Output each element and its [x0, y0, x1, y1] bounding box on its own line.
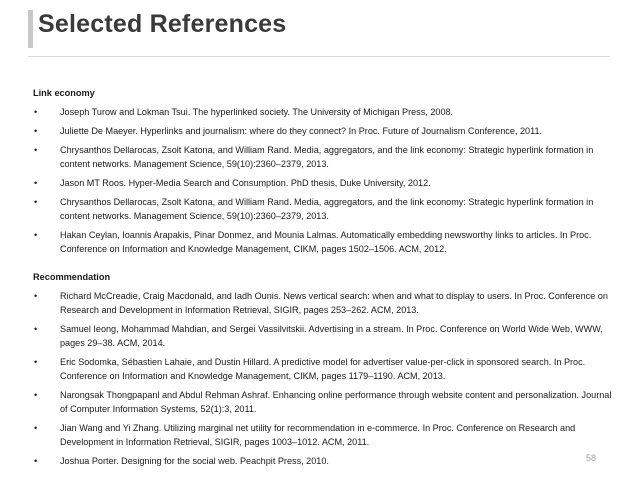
reference-list-recommendation: [33, 289, 613, 468]
reference-text: Chrysanthos Dellarocas, Zsolt Katona, and William Rand. Media, aggregators, and the link economy: Strategic hyperlink formation in content networks. Management Science, 59(10):2360–2379, 2013.: [60, 145, 594, 169]
bullet-icon: •: [34, 324, 38, 334]
reference-item: [33, 143, 613, 171]
reference-item: [33, 421, 613, 449]
reference-item: [33, 454, 613, 468]
reference-text: Jason MT Roos. Hyper-Media Search and Consumption. PhD thesis, Duke University, 2012.: [60, 178, 431, 188]
reference-item: [33, 322, 613, 350]
bullet-icon: •: [34, 456, 38, 466]
section-heading-recommendation: Recommendation: [33, 272, 111, 282]
reference-item: [33, 195, 613, 223]
reference-text: Joshua Porter. Designing for the social web. Peachpit Press, 2010.: [60, 456, 329, 466]
reference-text: Hakan Ceylan, Ioannis Arapakis, Pinar Donmez, and Mounia Lalmas. Automatically embedding newsworthy links to articles. In Proc. Conference on Information and Knowledge Management, CIKM, pages 1502–1506. ACM, 2012.: [60, 230, 592, 254]
bullet-icon: •: [34, 178, 38, 188]
references-content: [33, 86, 613, 468]
page-title: Selected References: [38, 10, 287, 38]
reference-text: Eric Sodomka, Sébastien Lahaie, and Dustin Hillard. A predictive model for advertiser value-per-click in sponsored search. In Proc. Conference on Information and Knowledge Management, CIKM, pages 1179–1190. ACM, 2013.: [60, 357, 586, 381]
reference-text: Narongsak Thongpapanl and Abdul Rehman Ashraf. Enhancing online performance through website content and personalization. Journal of Computer Information Systems, 52(1):3, 2011.: [60, 390, 612, 414]
reference-text: Juliette De Maeyer. Hyperlinks and journalism: where do they connect? In Proc. Future of Journalism Conference, 2011.: [60, 126, 543, 136]
reference-list-link-economy: [33, 105, 613, 256]
bullet-icon: •: [34, 197, 38, 207]
reference-text: Richard McCreadie, Craig Macdonald, and Iadh Ounis. News vertical search: when and what to display to users. In Proc. Conference on Research and Development in Information Retrieval, SIGIR, pages 253–262. ACM, 2013.: [60, 291, 608, 315]
reference-text: Jian Wang and Yi Zhang. Utilizing marginal net utility for recommendation in e-commerce. In Proc. Conference on Research and Development in Information Retrieval, SIGIR, pages 1003–1012. ACM, 2011.: [60, 423, 576, 447]
reference-item: [33, 124, 613, 138]
reference-item: [33, 388, 613, 416]
bullet-icon: •: [34, 357, 38, 367]
reference-item: [33, 355, 613, 383]
page-number: 58: [586, 453, 597, 463]
bullet-icon: •: [34, 230, 38, 240]
bullet-icon: •: [34, 126, 38, 136]
bullet-icon: •: [34, 107, 38, 117]
section-heading-link-economy: Link economy: [33, 88, 95, 98]
reference-text: Chrysanthos Dellarocas, Zsolt Katona, and William Rand. Media, aggregators, and the link economy: Strategic hyperlink formation in content networks. Management Science, 59(10):2360–2379, 2013.: [60, 197, 594, 221]
bullet-icon: •: [34, 390, 38, 400]
reference-item: [33, 228, 613, 256]
bullet-icon: •: [34, 291, 38, 301]
title-divider: [28, 56, 610, 57]
bullet-icon: •: [34, 423, 38, 433]
reference-text: Samuel Ieong, Mohammad Mahdian, and Sergei Vassilvitskii. Advertising in a stream. In Proc. Conference on World Wide Web, WWW, pages 29–38. ACM, 2014.: [60, 324, 603, 348]
reference-item: [33, 176, 613, 190]
reference-item: [33, 289, 613, 317]
reference-item: [33, 105, 613, 119]
title-accent-bar: [28, 10, 33, 48]
bullet-icon: •: [34, 145, 38, 155]
reference-text: Joseph Turow and Lokman Tsui. The hyperlinked society. The University of Michigan Press, 2008.: [60, 107, 454, 117]
